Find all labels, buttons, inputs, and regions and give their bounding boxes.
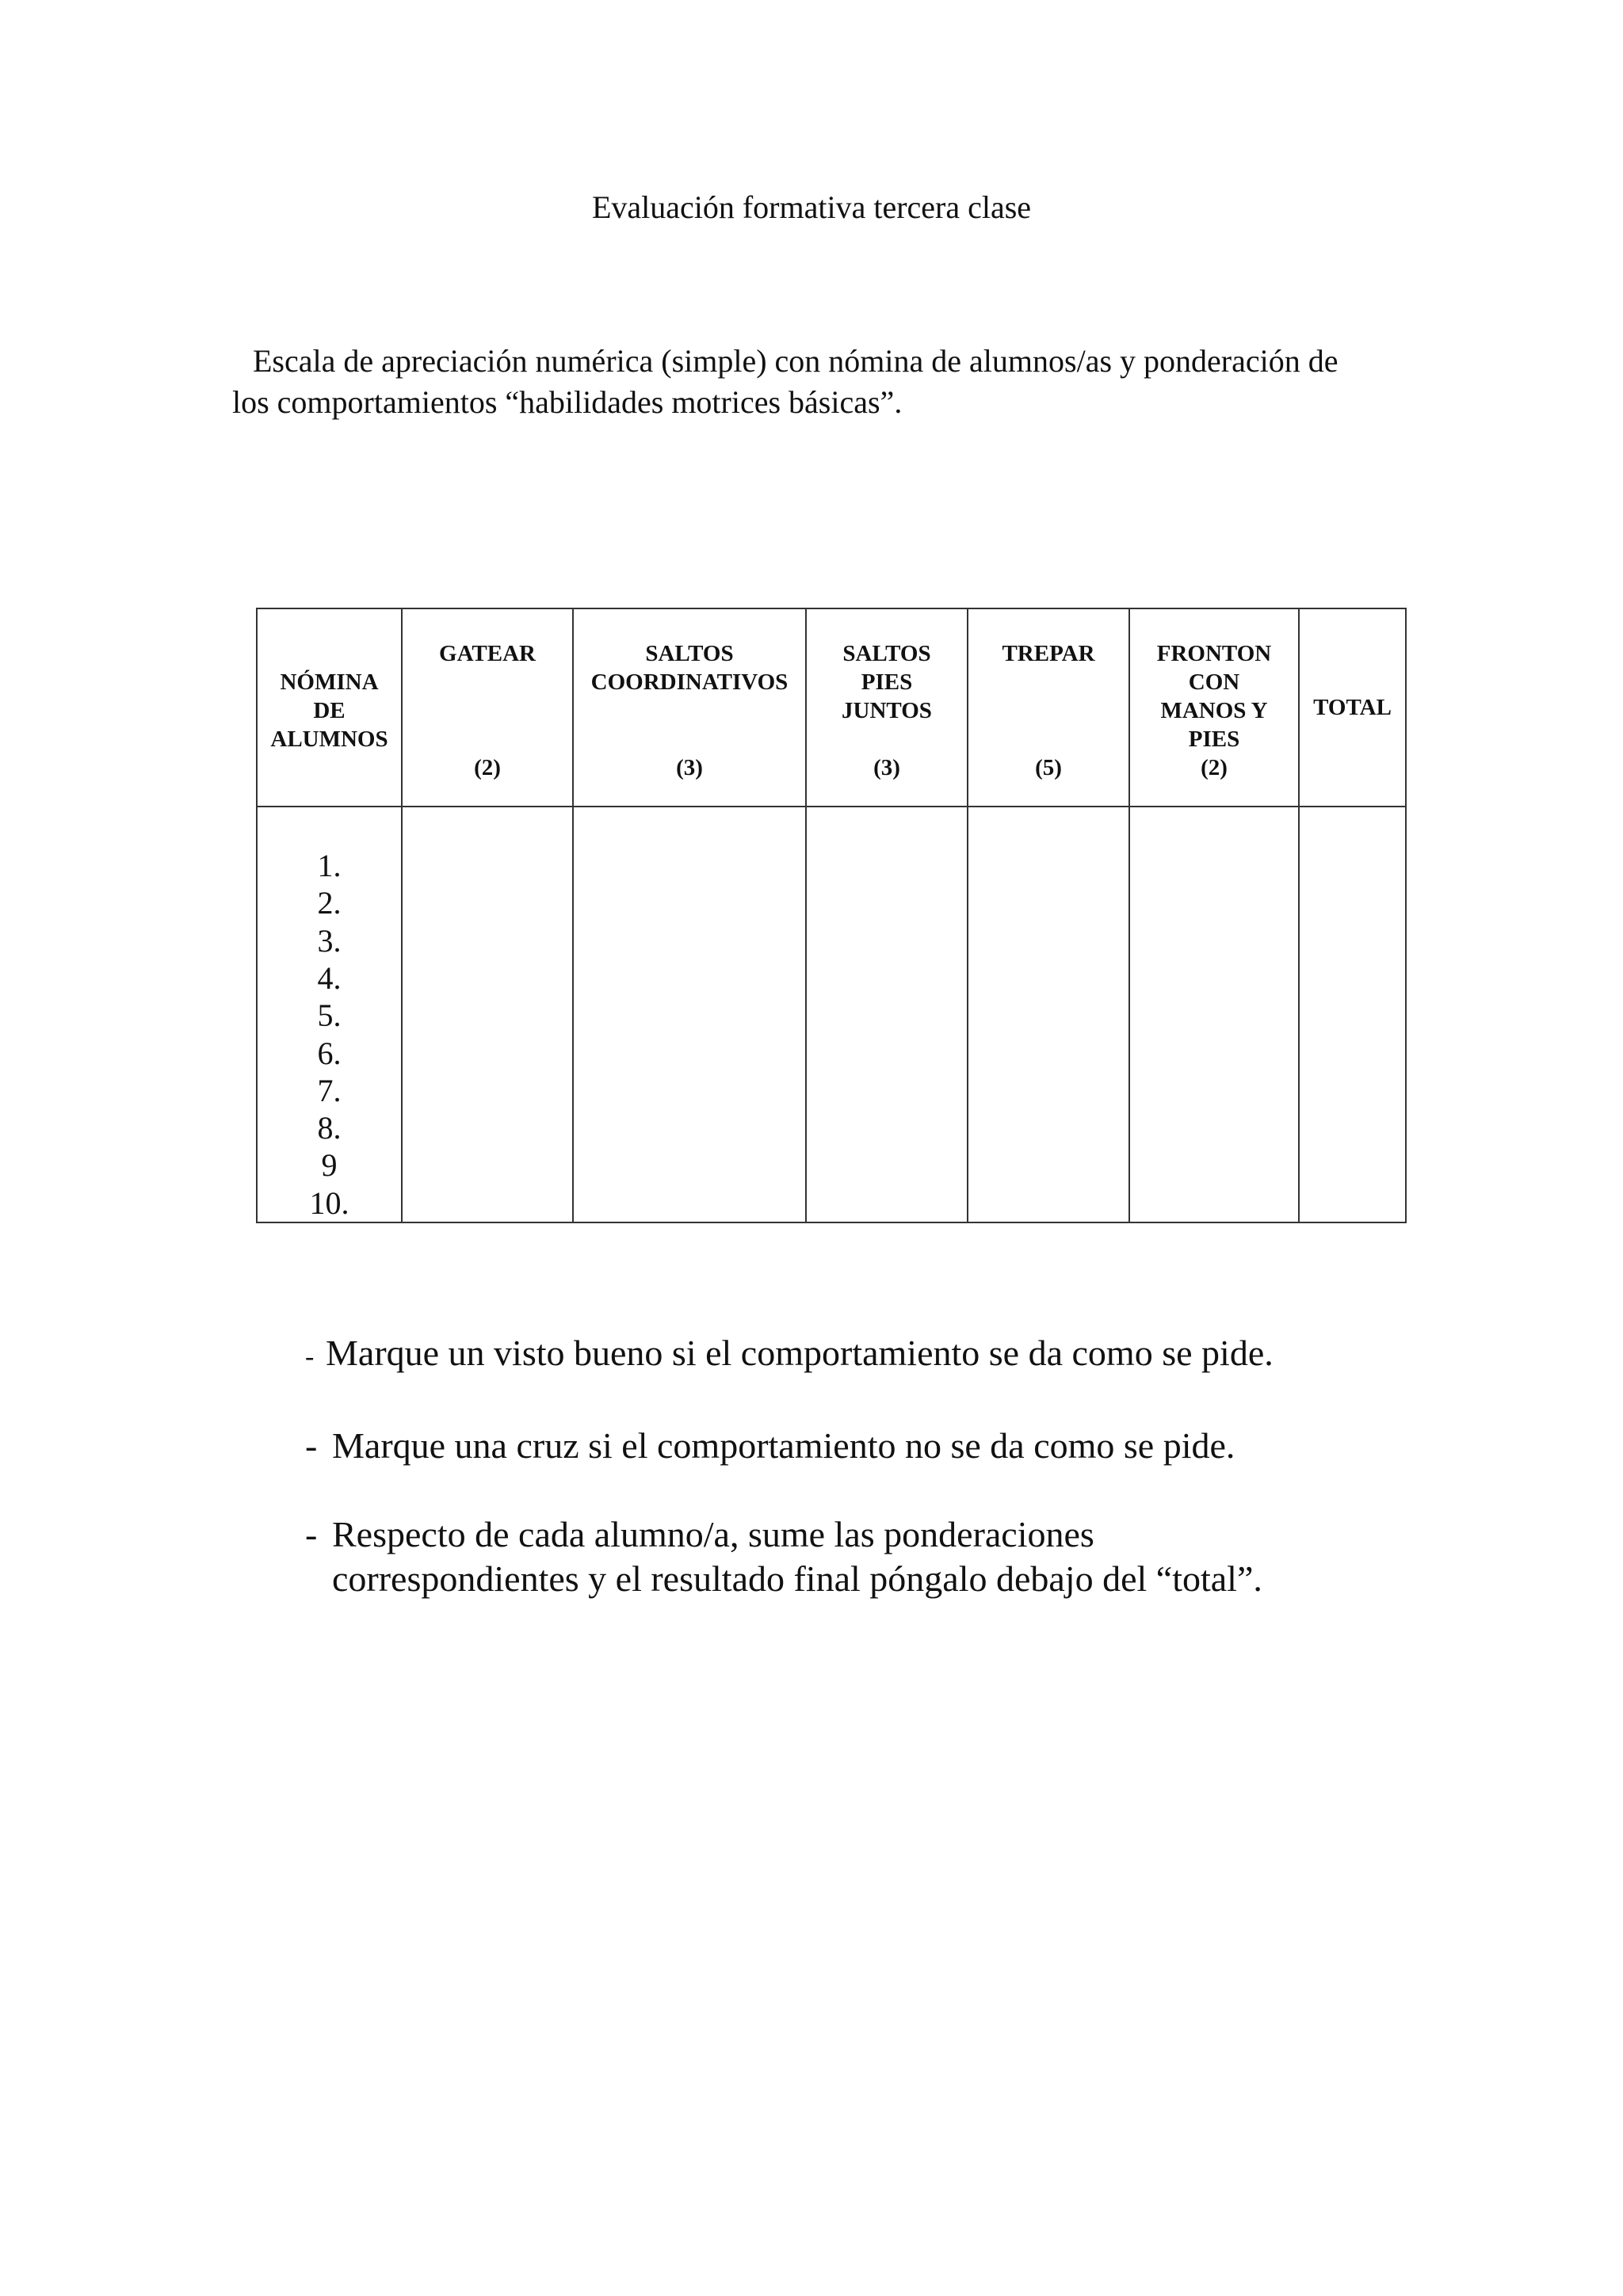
bullet-dash: - [305,1514,318,1554]
score-cell-trepar[interactable] [968,807,1129,1222]
header-weight: (5) [1035,755,1062,780]
header-weight: (3) [873,755,900,780]
header-nomina-alumnos: NÓMINA DE ALUMNOS [257,608,402,807]
header-total: TOTAL [1299,608,1406,807]
header-weight: (3) [676,755,703,780]
score-cell-fronton[interactable] [1129,807,1299,1222]
instruction-item [305,1331,1494,1379]
header-label: GATEAR [439,641,536,666]
header-fronton [1129,608,1299,807]
student-number: 1. [317,848,342,884]
student-list-cell [257,807,402,1222]
score-cell-gatear[interactable] [402,807,573,1222]
instruction-text: Marque una cruz si el comportamiento no se da como se pide. [332,1425,1235,1466]
header-trepar [968,608,1129,807]
header-label: FRONTON CON MANOS Y PIES [1156,641,1272,752]
intro-line-2: los comportamientos “habilidades motrices básicas”. [232,384,903,420]
instruction-text: Marque un visto bueno si el comportamiento se da como se pide. [326,1333,1274,1373]
evaluation-table [256,608,1407,1223]
score-cell-saltos-pies-juntos[interactable] [806,807,968,1222]
instruction-text-continued: correspondientes y el resultado final póngalo debajo del “total”. [332,1558,1262,1599]
student-number: 7. [317,1072,342,1108]
header-label: TREPAR [1002,641,1095,666]
score-cell-saltos-coordinativos[interactable] [573,807,806,1222]
student-number: 10. [309,1184,349,1221]
instruction-item [305,1512,1494,1601]
header-gatear [402,608,573,807]
student-number: 5. [317,997,342,1034]
instructions [305,1331,1494,1646]
student-list [258,847,401,1222]
header-weight: (2) [474,755,501,780]
table-header-row [257,608,1406,807]
intro-paragraph [232,341,1405,423]
header-weight: (2) [1201,755,1228,780]
intro-line-1: Escala de apreciación numérica (simple) con nómina de alumnos/as y ponderación de [253,343,1338,379]
student-number: 2. [317,885,342,921]
bullet-dash: - [305,1425,318,1466]
instruction-item [305,1424,1494,1468]
table-row [257,807,1406,1222]
score-cell-total[interactable] [1299,807,1406,1222]
student-number: 6. [317,1035,342,1071]
student-number: 4. [317,959,342,996]
bullet-dash: - [305,1342,315,1371]
header-label: SALTOS PIES JUNTOS [842,641,932,723]
student-number: 8. [317,1110,342,1146]
student-number: 3. [317,922,342,959]
page-title: Evaluación formativa tercera clase [591,189,1032,225]
instruction-text: Respecto de cada alumno/a, sume las ponderaciones [332,1514,1094,1554]
header-saltos-pies-juntos [806,608,968,807]
student-number: 9 [321,1147,338,1184]
header-label: SALTOS COORDINATIVOS [590,641,789,695]
header-saltos-coordinativos [573,608,806,807]
